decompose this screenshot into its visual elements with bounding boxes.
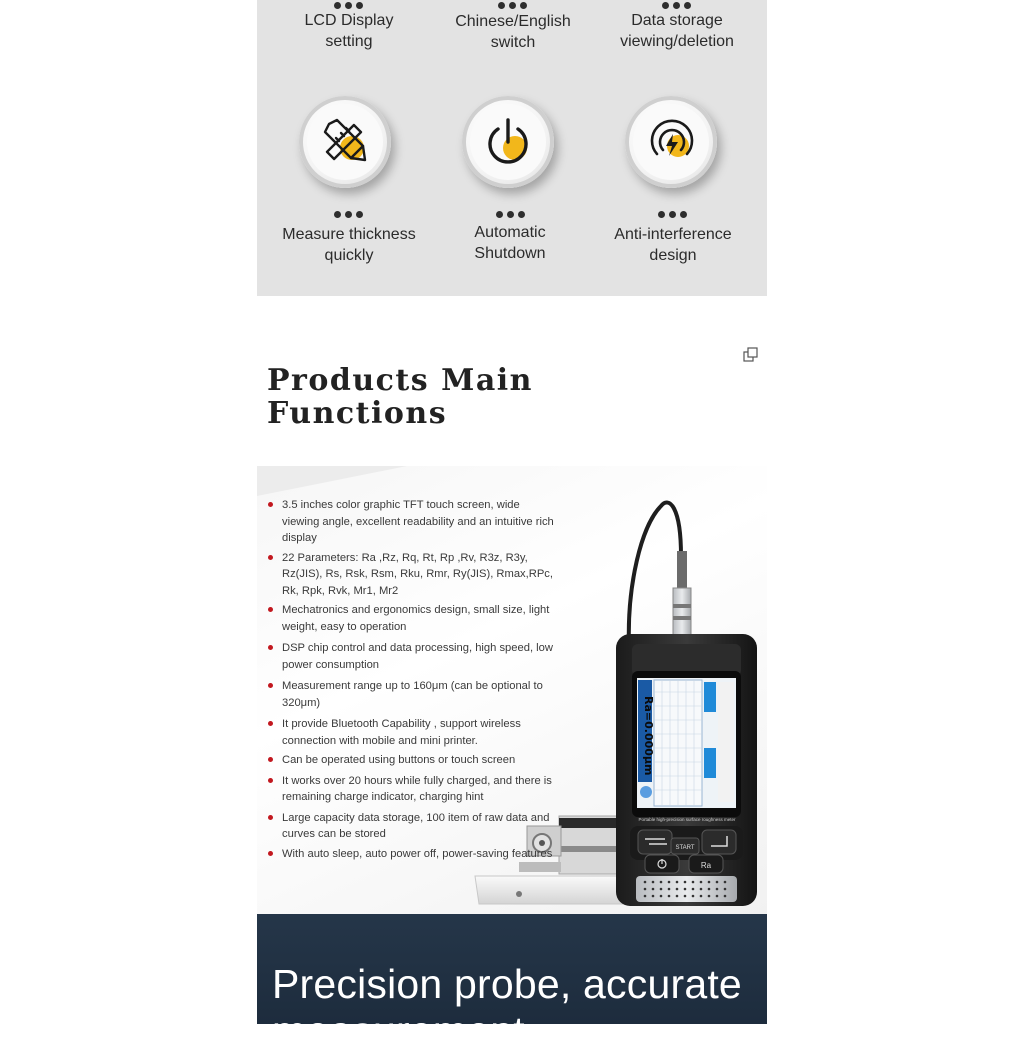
auto-shutdown-badge bbox=[462, 96, 554, 188]
feature-label-auto-shutdown: Automatic Shutdown bbox=[474, 224, 546, 262]
list-item: Can be operated using buttons or touch screen bbox=[265, 752, 555, 769]
list-item: Large capacity data storage, 100 item of raw data and curves can be stored bbox=[265, 810, 555, 843]
list-item: 3.5 inches color graphic TFT touch screen, wide viewing angle, excellent readability and an intuitive rich display bbox=[265, 497, 555, 547]
list-item: It provide Bluetooth Capability , support wireless connection with mobile and mini printer. bbox=[265, 716, 555, 749]
measure-thickness-badge bbox=[299, 96, 391, 188]
section-heading: Products Main Functions bbox=[267, 363, 533, 431]
dots-separator bbox=[587, 205, 757, 223]
list-item: With auto sleep, auto power off, power-saving features bbox=[265, 846, 555, 863]
screen-reading: Ra=0.000μm bbox=[642, 696, 655, 776]
product-page-column bbox=[257, 0, 767, 1054]
feature-label-measure-thickness: Measure thickness quickly bbox=[282, 226, 416, 264]
start-key-label: START bbox=[675, 845, 695, 851]
model-caption: Portable high-precision surface roughness meter bbox=[638, 817, 736, 822]
anti-interference-icon bbox=[643, 114, 699, 170]
list-item: It works over 20 hours while fully charged, and there is remaining charge indicator, charging hint bbox=[265, 773, 555, 806]
features-panel bbox=[257, 0, 767, 296]
feature-label-anti-interference: Anti-interference design bbox=[614, 226, 732, 264]
open-external-icon[interactable] bbox=[743, 347, 759, 363]
anti-interference-badge bbox=[625, 96, 717, 188]
banner-title: Precision probe, accurate measurement bbox=[272, 961, 742, 1054]
list-item: DSP chip control and data processing, high speed, low power consumption bbox=[265, 640, 555, 673]
ra-key-label: Ra bbox=[700, 861, 712, 870]
product-feature-list bbox=[265, 497, 555, 862]
feature-label-language-switch: Chinese/English switch bbox=[455, 13, 571, 51]
power-icon bbox=[480, 114, 536, 170]
feature-label-data-storage: Data storage viewing/deletion bbox=[620, 12, 734, 50]
list-item: Mechatronics and ergonomics design, small size, light weight, easy to operation bbox=[265, 602, 555, 635]
list-item: Measurement range up to 160μm (can be optional to 320μm) bbox=[265, 678, 555, 711]
list-item: 22 Parameters: Ra ,Rz, Rq, Rt, Rp ,Rv, R3z, R3y, Rz(JIS), Rs, Rsk, Rsm, Rku, Rmr, Ry(JIS), Rmax,RPc, Rk, Rpk, Rvk, Mr1, Mr2 bbox=[265, 550, 555, 600]
precision-probe-banner bbox=[257, 914, 767, 1054]
feature-label-lcd-display: LCD Display setting bbox=[304, 12, 394, 50]
dots-separator bbox=[263, 205, 433, 223]
pencil-ruler-icon bbox=[317, 114, 373, 170]
dots-separator bbox=[425, 205, 595, 223]
